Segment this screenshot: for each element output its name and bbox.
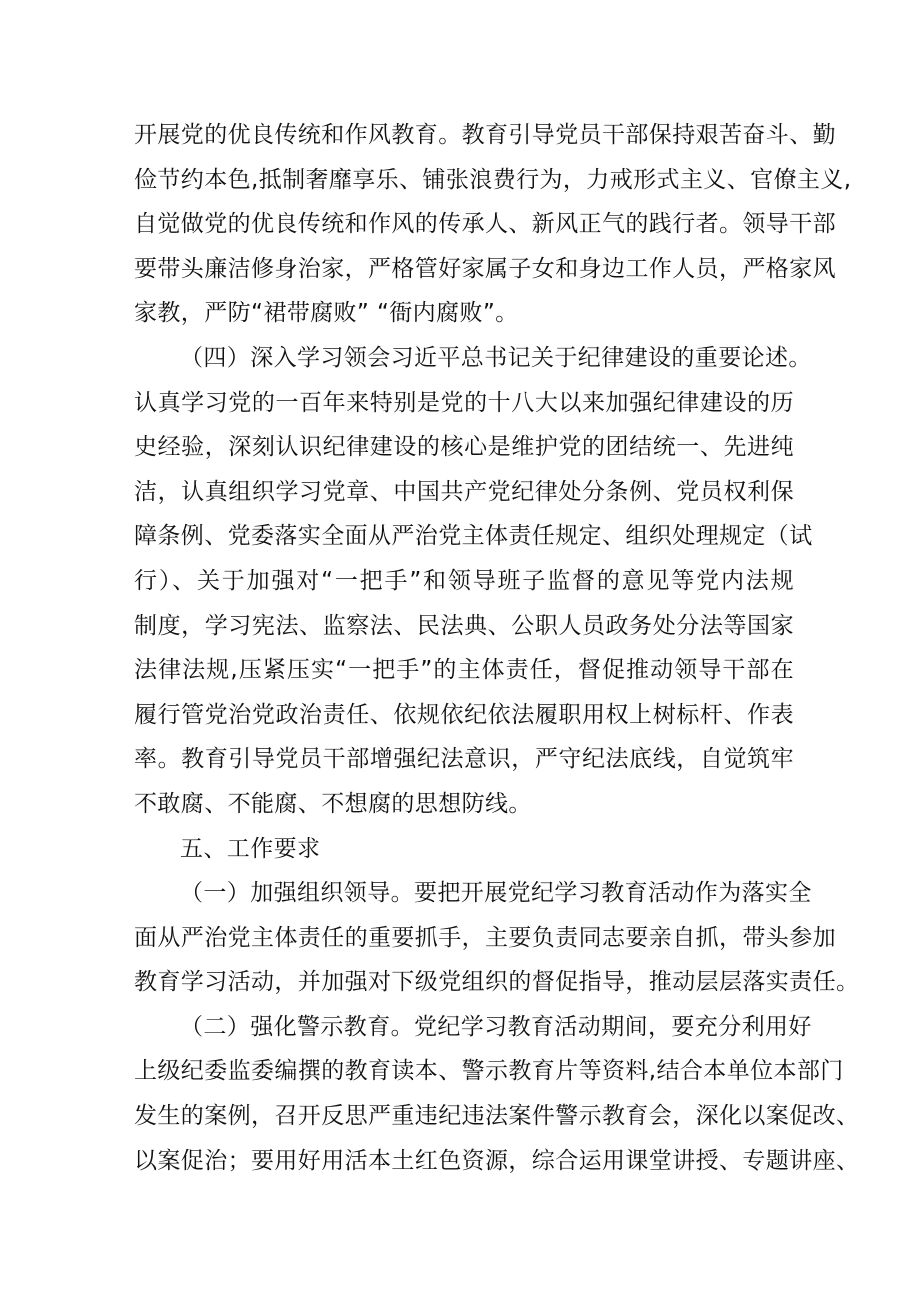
text-line: 五、工作要求: [180, 835, 321, 862]
text-line: （四）深入学习领会习近平总书记关于纪律建设的重要论述。: [180, 344, 812, 371]
text-line: 障条例、党委落实全面从严治党主体责任规定、组织处理规定（试: [134, 523, 813, 550]
text-line: 以案促治；要用好用活本土红色资源，综合运用课堂讲授、专题讲座、: [134, 1147, 860, 1174]
text-line: 洁，认真组织学习党章、中国共产党纪律处分条例、党员权利保: [134, 478, 794, 505]
text-line: 家教，严防“裙带腐败” “衙内腐败”。: [134, 300, 519, 327]
text-line: 自觉做党的优良传统和作风的传承人、新风正气的践行者。领导干部: [134, 211, 836, 238]
text-line: 认真学习党的一百年来特别是党的十八大以来加强纪律建设的历: [134, 389, 794, 416]
text-line: 开展党的优良传统和作风教育。教育引导党员干部保持艰苦奋斗、勤: [134, 122, 836, 148]
text-line: 行）、关于加强对“一把手”和领导班子监督的意见等党内法规: [134, 567, 794, 594]
text-line: 履行管党治党政治责任、依规依纪依法履职用权上树标杆、作表: [134, 701, 794, 728]
text-line: 俭节约本色,抵制奢靡享乐、铺张浪费行为，力戒形式主义、官僚主义,: [134, 166, 852, 193]
text-line: 面从严治党主体责任的重要抓手，主要负责同志要亲自抓，带头参加: [134, 924, 836, 951]
text-line: 率。教育引导党员干部增强纪法意识，严守纪法底线，自觉筑牢: [134, 746, 794, 773]
text-line: 教育学习活动，并加强对下级党组织的督促指导，推动层层落实责任。: [134, 969, 860, 996]
text-line: 史经验，深刻认识纪律建设的核心是维护党的团结统一、先进纯: [134, 434, 794, 461]
text-line: 要带头廉洁修身治家，严格管好家属子女和身边工作人员，严格家风: [134, 255, 836, 282]
text-line: （一）加强组织领导。要把开展党纪学习教育活动作为落实全: [180, 880, 812, 907]
text-line: 制度，学习宪法、监察法、民法典、公职人员政务处分法等国家: [134, 612, 794, 639]
document-body: [134, 113, 860, 1183]
text-line: 法律法规,压紧压实“一把手”的主体责任，督促推动领导干部在: [134, 657, 794, 684]
text-line: 不敢腐、不能腐、不想腐的思想防线。: [134, 790, 532, 817]
text-line: 上级纪委监委编撰的教育读本、警示教育片等资料,结合本单位本部门: [134, 1058, 844, 1085]
text-line: 发生的案例，召开反思严重违纪违法案件警示教育会，深化以案促改、: [134, 1103, 860, 1130]
text-line: （二）强化警示教育。党纪学习教育活动期间，要充分利用好: [180, 1013, 812, 1040]
